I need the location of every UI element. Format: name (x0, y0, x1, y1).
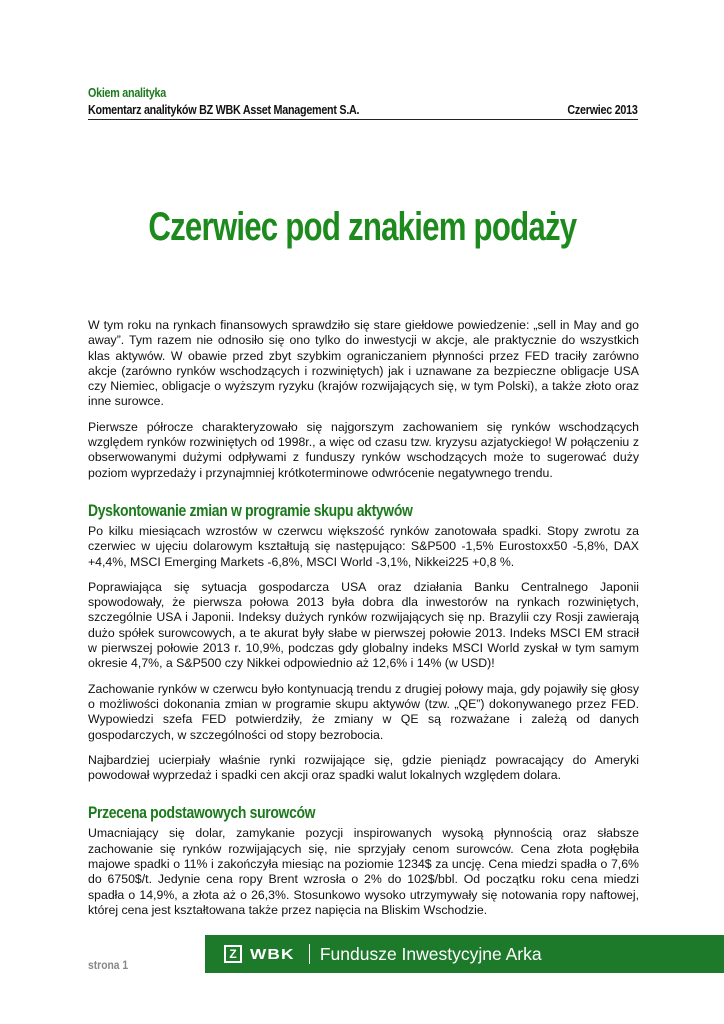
section-heading (88, 501, 639, 521)
page-number (88, 958, 135, 972)
page-title (0, 205, 724, 250)
section-paragraph: Po kilku miesiącach wzrostów w czerwcu większość rynków zanotowała spadki. Stopy zwrotu za czerwiec w ujęciu dolarowym kształtują się następująco: S&P500 -1,5% Eurostoxx50 -5,8%, DAX +4,4%, MSCI Emerging Markets -6,8%, MSCI World -3,1%, Nikkei225 +0,8 %. (88, 523, 639, 569)
intro-paragraph: Pierwsze półrocze charakteryzowało się najgorszym zachowaniem się rynków wschodzących względem rynków rozwiniętych od 1998r., a więc od czasu tzw. kryzysu azjatyckiego! W połączeniu z obserwowanymi dużymi odpływami z funduszy rynków wschodzących może to sugerować duży poziom wyprzedaży i przynajmniej krótkoterminowe odwrócenie negatywnego trendu. (88, 419, 639, 480)
intro-paragraph: W tym roku na rynkach finansowych sprawdziło się stare giełdowe powiedzenie: „sell in May and go away”. Tym razem nie odnosiło się ono tylko do inwestycji w akcje, ale praktycznie do wszystkich klas aktywów. W obawie przed zbyt szybkim ograniczaniem płynności przez FED traciły zarówno akcje (zarówno rynków wschodzących i rozwiniętych) jak i uznawane za bezpieczne obligacje USA czy Niemiec, obligacje o wyższym ryzyku (krajów rozwijających się, w tym Polski), a także złoto oraz inne surowce. (88, 318, 639, 409)
article-body (88, 318, 639, 928)
section-paragraph: Umacniający się dolar, zamykanie pozycji inspirowanych wysoką płynnością oraz słabsze zachowanie się rynków rozwijających się, nie sprzyjały cenom surowców. Cena złota pogłębiła majowe spadki o 11% i zakończyła miesiąc na poziomie 1234$ za uncję. Cena miedzi spadła o 7,6% do 6750$/t. Jedynie cena ropy Brent wzrosła o 2% do 102$/bbl. Od początku roku cena miedzi spadła o 14,9%, a złota aż o 26,3%. Stosunkowo wysoko utrzymywały się notowania ropy naftowej, której cena jest kształtowana także przez napięcia na Bliskim Wschodzie. (88, 826, 639, 917)
section-paragraph: Poprawiająca się sytuacja gospodarcza USA oraz działania Banku Centralnego Japonii spowodowały, że pierwsza połowa 2013 była dobra dla inwestorów na rynkach rozwiniętych, szczególnie USA i Japonii. Indeksy dużych rynków rozwijających się np. Brazylii czy Rosji zawierają dużo spółek surowcowych, a te akurat były słabe w pierwszej połowie 2013. Indeks MSCI EM stracił w pierwszej połowie 2013 r. 10,9%, podczas gdy globalny indeks MSCI World zyskał w tym samym okresie 4,7%, a S&P500 czy Nikkei odpowiednio aż 12,6% i 14% (w USD)! (88, 579, 639, 671)
section-heading-text: Przecena podstawowych surowców (88, 803, 316, 823)
section-heading-text: Dyskontowanie zmian w programie skupu aktywów (88, 500, 413, 520)
bank-logo-icon: Z (224, 945, 242, 963)
header-divider (88, 119, 638, 120)
header-kicker: Okiem analityka (88, 86, 167, 100)
section-paragraph: Najbardziej ucierpiały właśnie rynki rozwijające się, gdzie pieniądz powracający do Ameryki powodował wyprzedaż i spadki cen akcji oraz spadki walut lokalnych względem dolara. (88, 752, 639, 783)
footer-divider (309, 944, 310, 964)
header-subtitle: Komentarz analityków BZ WBK Asset Management S.A. (88, 103, 360, 117)
section-paragraph: Zachowanie rynków w czerwcu było kontynuacją trendu z drugiej połowy maja, gdy pojawiły się głosy o możliwości dokonania zmian w programie skupu aktywów (tzw. „QE”) dokonywanego przez FED. Wypowiedzi szefa FED potwierdziły, że zmiany w QE są rozważane i zależą od danych gospodarczych, w szczególności od stopy bezrobocia. (88, 681, 639, 742)
brand-name: Fundusze Inwestycyjne Arka (319, 943, 542, 964)
page-number-text: strona 1 (88, 958, 129, 972)
header-date: Czerwiec 2013 (567, 103, 638, 117)
bank-logo-text: WBK (250, 945, 295, 963)
page-title-text: Czerwiec pod znakiem podaży (147, 205, 576, 249)
section-heading (88, 803, 639, 823)
report-header (88, 86, 638, 120)
header-row (88, 103, 638, 117)
footer-banner (205, 935, 724, 973)
